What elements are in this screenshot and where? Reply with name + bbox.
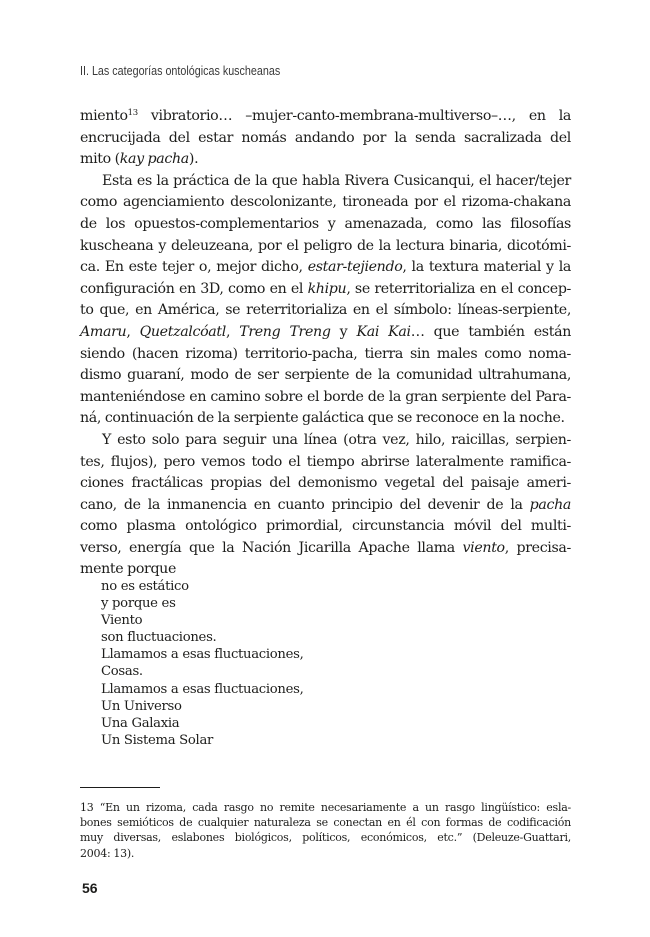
text-line (80, 430, 571, 452)
paragraph (80, 171, 571, 430)
poem-line: Cosas. (101, 664, 143, 680)
italic-term: Quetzalcóatl (139, 323, 226, 340)
text-run: como agenciamiento descolonizante, tironeada por el rizoma-chakana (80, 194, 571, 211)
footnote-separator (80, 787, 160, 788)
text-line (80, 257, 571, 279)
italic-term: Treng Treng (239, 323, 331, 340)
text-line (80, 214, 571, 236)
text-line (80, 344, 571, 366)
text-run: ná, continuación de la serpiente galáctica que se reconoce en la noche. (80, 410, 565, 427)
text-line (80, 473, 571, 495)
text-run: ca. En este tejer o, mejor dicho, (80, 259, 308, 276)
poem-line: Llamamos a esas fluctuaciones, (101, 681, 304, 697)
text-run: Y esto solo para seguir una línea (otra vez, hilo, raicillas, serpien- (102, 431, 571, 448)
text-run: mito ( (80, 151, 120, 168)
quoted-poem (101, 578, 304, 749)
italic-term: Amaru (80, 323, 127, 340)
text-line (80, 236, 571, 258)
paragraph (80, 430, 571, 581)
text-run: kuscheana y deleuzeana, por el peligro de la lectura binaria, dicotómi- (80, 237, 571, 254)
paragraph (80, 106, 571, 171)
text-line (80, 495, 571, 517)
text-run: mente porque (80, 561, 177, 578)
text-line (80, 408, 571, 430)
footnote-reference: 13 (127, 108, 138, 118)
poem-line: Un Sistema Solar (101, 732, 214, 748)
text-line (80, 516, 571, 538)
page-number: 56 (82, 880, 98, 896)
italic-term: khipu (307, 280, 347, 297)
text-line (80, 387, 571, 409)
text-run: como plasma ontológico primordial, circunstancia móvil del multi- (80, 518, 571, 535)
text-run: ). (188, 151, 199, 168)
text-run: to que, en América, se reterritorializa en el símbolo: líneas-serpiente, (80, 302, 571, 319)
poem-line: Viento (101, 613, 143, 629)
text-run: encrucijada del estar nomás andando por la senda sacralizada del (80, 129, 571, 146)
text-run: , la textura material y la (402, 259, 572, 276)
text-run: configuración en 3D, como en el (80, 280, 308, 297)
running-head: II. Las categorías ontológicas kuscheanas (80, 64, 281, 78)
text-line (80, 538, 571, 560)
text-run: … que también están (410, 323, 571, 340)
italic-term: kay pacha (119, 151, 189, 168)
text-run: Esta es la práctica de la que habla Rivera Cusicanqui, el hacer/tejer (102, 172, 571, 189)
text-line (80, 106, 571, 128)
poem-line: y porque es (101, 596, 176, 612)
footnote-line: 2004: 13). (80, 846, 135, 860)
footnote-line: bones semióticos de cualquier naturaleza se conectan en él con formas de codificación (80, 816, 571, 830)
poem-line: Un Universo (101, 698, 182, 714)
text-run: , (126, 323, 140, 340)
poem-line: Llamamos a esas fluctuaciones, (101, 647, 304, 663)
body-text (80, 106, 571, 581)
text-run: cano, de la inmanencia en cuanto principio del devenir de la (80, 496, 530, 513)
text-run: tes, flujos), pero vemos todo el tiempo abrirse lateralmente ramifica- (80, 453, 571, 470)
footnote-line: muy diversas, eslabones biológicos, políticos, económicos, etc.” (Deleuze-Guattari, (80, 831, 571, 845)
text-run: ciones fractálicas propias del demonismo vegetal del paisaje ameri- (80, 475, 571, 492)
footnote-13 (80, 800, 571, 861)
text-run: dismo guaraní, modo de ser serpiente de la comunidad ultrahumana, (80, 367, 571, 384)
text-run: manteniéndose en camino sobre el borde de la gran serpiente del Para- (80, 388, 571, 405)
text-line (80, 192, 571, 214)
text-run: de los opuestos-complementarios y amenazada, como las filosofías (80, 215, 571, 232)
text-line (80, 300, 571, 322)
text-run: , se reterritorializa en el concep- (346, 280, 571, 297)
text-run: verso, energía que la Nación Jicarilla Apache llama (80, 539, 463, 556)
poem-line: no es estático (101, 579, 189, 594)
italic-term: pacha (529, 496, 571, 513)
text-line (80, 149, 571, 171)
text-run: miento (80, 108, 128, 124)
italic-term: viento (462, 539, 505, 556)
poem-line: son fluctuaciones. (101, 630, 217, 646)
text-line (80, 279, 571, 301)
text-run: y (330, 323, 357, 340)
text-run: , (225, 323, 240, 340)
text-line (80, 452, 571, 474)
text-line (80, 128, 571, 150)
text-line (80, 322, 571, 344)
poem-line: Una Galaxia (101, 715, 180, 731)
text-line (80, 365, 571, 387)
footnote-line: 13 “En un rizoma, cada rasgo no remite necesariamente a un rasgo lingüístico: esla- (80, 801, 571, 814)
italic-term: estar-tejiendo (307, 259, 403, 276)
text-run: , precisa- (504, 539, 571, 556)
text-run: vibratorio… –mujer-canto-membrana-multiverso–…, en la (137, 108, 571, 124)
italic-term: Kai Kai (356, 323, 411, 340)
text-line (80, 171, 571, 193)
text-run: siendo (hacen rizoma) territorio-pacha, tierra sin males como noma- (80, 345, 571, 362)
